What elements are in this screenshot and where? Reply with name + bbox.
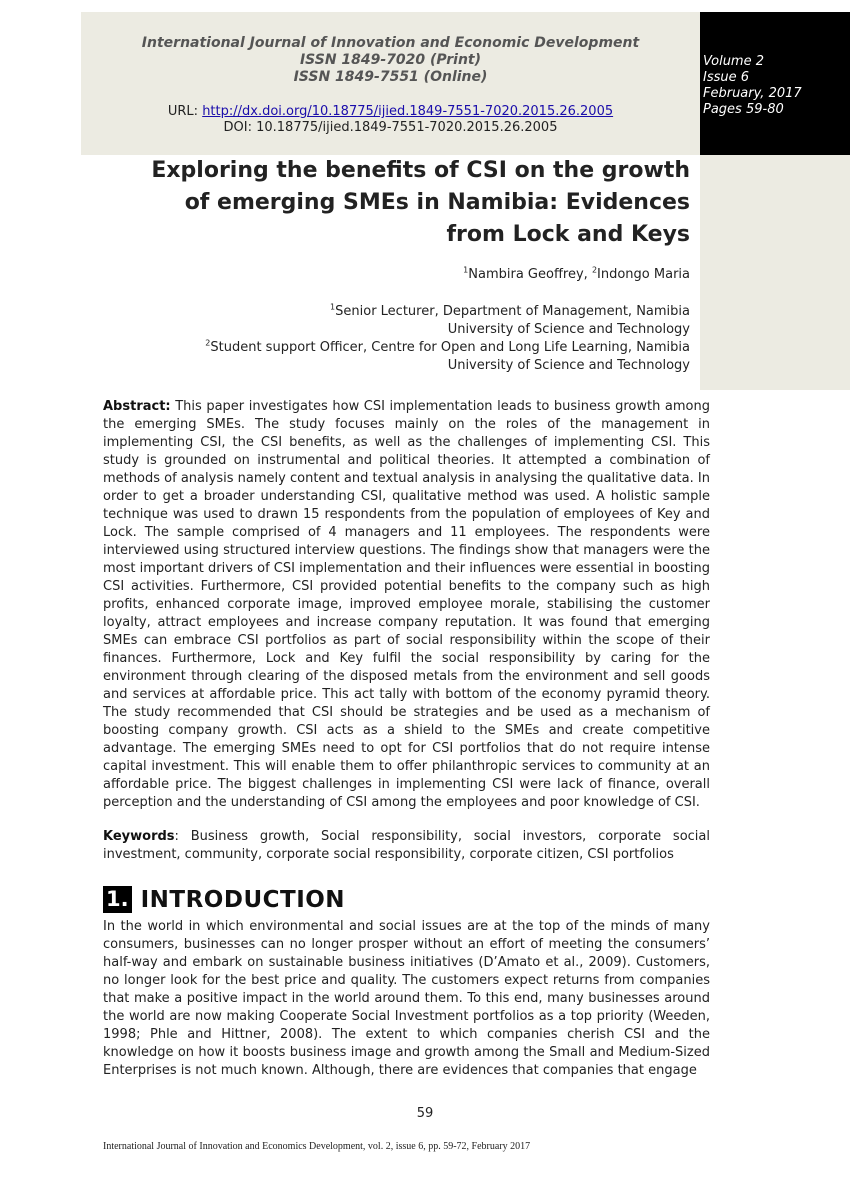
url-label: URL: [167,104,203,119]
author1-sup: 1 [463,265,469,275]
issue: Issue 6 [703,70,750,85]
author2: Indongo Maria [597,267,690,282]
abstract-text: This paper investigates how CSI implementation leads to business growth among the emerging SMEs. The study focuses mainly on the roles of the management in implementing CSI, the CSI benefits, as well as the challenges of implementing CSI. This study is grounded on instrumental and political theories. It attempted a combination of methods of analysis namely content and textual analysis in analysing the qualitative data. In order to get a broader understanding CSI, qualitative method was used. A holistic sample technique was used to drawn 15 respondents from the population of employees of Key and Lock. The sample comprised of 4 managers and 11 employees. The respondents were interviewed using structured interview questions. The findings show that managers were the most important drivers of CSI implementation and their influences were essential in boosting CSI activities. Furthermore, CSI provided potential benefits to the company such as high profits, enhanced corporate image, improved employee morale, stabilising the customer loyalty, attract employees and increase company reputation. It was found that emerging SMEs can embrace CSI portfolios as part of social responsibility within the scope of their finances. Furthermore, Lock and Key fulfil the social responsibility by caring for the environment through clearing of the disposed metals from the environment and sell goods and services at affordable price. This act tally with bottom of the economy pyramid theory. The study recommended that CSI should be strategies and be used as a mechanism of boosting company growth. CSI acts as a shield to the SMEs and create competitive advantage. The emerging SMEs need to opt for CSI portfolios that do not require intense capital investment. This will enable them to offer philanthropic services to community at an affordable price. The biggest challenges in implementing CSI were lack of finance, overall perception and the understanding of CSI among the employees and poor knowledge of CSI. [103,399,710,810]
abstract-label: Abstract: [103,399,171,414]
aff1-line2: University of Science and Technology [447,322,690,337]
footer: International Journal of Innovation and Economics Development, vol. 2, issue 6, pp. 59-72, February 2017 [103,1141,531,1152]
doi-line: DOI: 10.18775/ijied.1849-7551-7020.2015.26.2005 [223,120,558,135]
affiliation-2 [205,339,690,375]
issn-print: ISSN 1849-7020 (Print) [299,52,482,68]
section-heading [103,886,345,913]
abstract [103,398,710,812]
title-line: from Lock and Keys [446,222,690,247]
affiliation-1 [330,303,690,339]
aff1-sup: 1 [330,302,336,312]
url-line [81,104,700,120]
introduction-text: In the world in which environmental and social issues are at the top of the minds of many consumers, businesses can no longer prosper without an effort of meeting the consumers’ half-way and embark on sustainable business initiatives (D’Amato et al., 2009). Customers, no longer look for the best price and quality. The customers expect returns from companies that make a positive impact in the world around them. To this end, many businesses around the world are now making Cooperate Social Investment portfolios as a top priority (Weeden, 1998; Phle and Hittner, 2008). The extent to which companies cherish CSI and the knowledge on how it boosts business image and growth among the Small and Medium-Sized Enterprises is not much known. Although, there are evidences that companies that engage [103,919,710,1078]
section-number: 1. [103,886,132,913]
author2-sup: 2 [591,265,598,275]
volume-info [703,54,802,118]
aff2-line2: University of Science and Technology [447,358,690,373]
side-band [700,155,850,390]
issn-online: ISSN 1849-7551 (Online) [293,69,488,85]
aff1-line1: Senior Lecturer, Department of Management, Namibia [335,304,690,319]
aff2-line1: Student support Officer, Centre for Open and Long Life Learning, Namibia [210,340,690,355]
aff2-sup: 2 [205,338,211,348]
authors [463,266,690,284]
keywords-label: Keywords [103,829,175,844]
keywords-text: : Business growth, Social responsibility, social investors, corporate social investment, community, corporate social responsibility, corporate citizen, CSI portfolios [103,829,710,862]
volume: Volume 2 [703,54,765,69]
url-link[interactable]: http://dx.doi.org/10.18775/ijied.1849-7551-7020.2015.26.2005 [202,104,614,119]
keywords [103,828,710,864]
author1: Nambira Geoffrey, [468,267,592,282]
date: February, 2017 [703,86,802,101]
pages: Pages 59-80 [703,102,784,117]
journal-title: International Journal of Innovation and Economic Development [141,35,640,51]
title-line: Exploring the benefits of CSI on the growth [151,158,690,183]
page-number: 59 [416,1106,434,1121]
paper-title [110,155,690,251]
section-title: INTRODUCTION [140,886,346,913]
title-line: of emerging SMEs in Namibia: Evidences [184,190,690,215]
